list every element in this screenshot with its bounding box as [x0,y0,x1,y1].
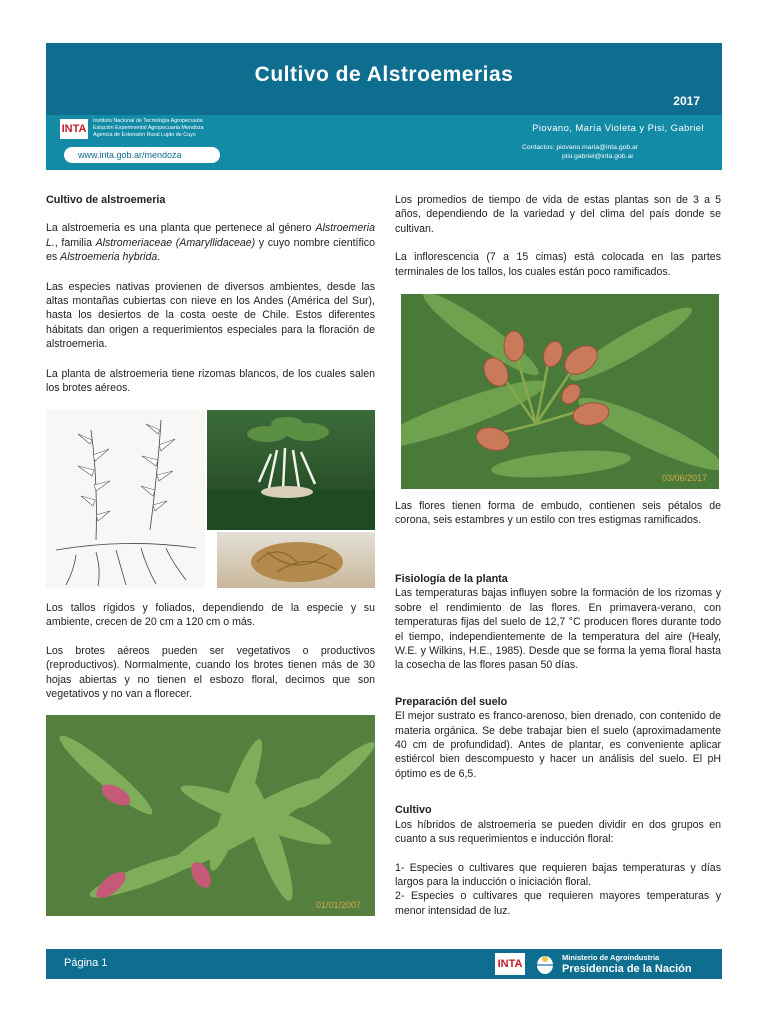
inta-logo: INTA [60,119,88,139]
section-heading: Fisiología de la planta [395,573,508,585]
page-footer [46,949,722,979]
rhizome-photo-top [207,410,375,530]
contact-email-1[interactable]: piovano.maria@inta.gob.ar [556,144,639,151]
right-column-bottom [395,572,721,918]
inta-logo: INTA [495,953,525,975]
document-title: Cultivo de Alstroemerias [254,63,514,86]
national-seal-icon [535,953,555,975]
page-number: Página 1 [64,957,108,969]
paragraph: El mejor sustrato es franco-arenoso, bien drenado, con contenido de materia orgánica. Se debe trabajar bien el suelo (aproximadamente 40 cm de profundidad). Antes de plantar, es conveniente aplicar estiércol bien descompuesto y hacer un análisis del suelo. El pH óptimo es de 6,5. [395,710,721,780]
paragraph: Los promedios de tiempo de vida de estas plantas son de 3 a 5 años, dependiendo de la variedad y del clima del país donde se cultivan. [395,194,721,235]
left-column-top [46,193,375,395]
left-column-middle [46,601,375,701]
paragraph: La inflorescencia (7 a 15 cimas) está colocada en las partes terminales de los tallos, los cuales están poco ramificados. [395,251,721,278]
paragraph: Las especies nativas provienen de diversos ambientes, desde las altas montañas cubiertas con nieve en los Andes (América del Sur), hasta los desiertos de la costa oeste de Chile. Estos diferentes hábitats dan origen a requerimientos especiales para la floración de alstroemeria. [46,280,375,351]
photo-date-stamp: 01/01/2007 [315,900,361,910]
presidency-name: Presidencia de la Nación [562,963,692,975]
document-year: 2017 [673,94,700,108]
paragraph: Las temperaturas bajas influyen sobre la formación de los rizomas y sobre el rendimiento de las flores. En primavera-verano, con temperaturas fijas del suelo de 12,7 °C producen flores durante todo el tiempo, independientemente de la temperatura del aire (Healy, W.E. y Wilkins, H.E., 1985). Desde que se forma la yema floral hasta la cosecha de las flores pasan 50 días. [395,587,721,672]
paragraph: Los brotes aéreos pueden ser vegetativos o productivos (reproductivos). Normalmente, cuando los brotes tienen más de 30 hojas abiertas y no tienen el esbozo floral, decimos que son vegetativos y no van a florecer. [46,644,375,701]
paragraph: 2- Especies o cultivares que requieren mayores temperaturas y menor intensidad de luz. [395,890,721,917]
photo-date-stamp: 03/06/2017 [661,473,707,483]
page-header [46,43,722,170]
paragraph: La planta de alstroemeria tiene rizomas blancos, de los cuales salen los brotes aéreos. [46,367,375,395]
contacts: Contactos: piovano.maria@inta.gob.ar pisi.gabriel@inta.gob.ar [522,144,639,160]
ministry-name: Ministerio de Agroindustria [562,953,660,962]
rhizome-photo-bottom [217,532,375,588]
section-heading: Cultivo [395,804,432,817]
website-link[interactable]: www.inta.gob.ar/mendoza [64,147,220,163]
rhizome-drawing [46,410,205,588]
authors: Piovano, María Violeta y Pisi, Gabriel [532,123,704,134]
paragraph: Los tallos rígidos y foliados, dependiendo de la especie y su ambiente, crecen de 20 cm a 120 cm o más. [46,602,375,629]
paragraph: Las flores tienen forma de embudo, contienen seis pétalos de corona, seis estambres y un estilo con tres estigmas ramificados. [395,500,721,527]
right-column-top [395,193,721,279]
plant-photo [46,715,375,916]
right-column-middle [395,499,721,528]
paragraph: Los híbridos de alstroemeria se pueden dividir en dos grupos en cuanto a sus requerimientos e inducción floral: [395,818,721,846]
paragraph: La alstroemeria es una planta que pertenece al género Alstroemeria L., familia Alstromeriaceae (Amaryllidaceae) y cuyo nombre científico es Alstroemeria hybrida. [46,222,375,264]
section-heading: Preparación del suelo [395,695,508,708]
institution-text: Instituto Nacional de Tecnología Agropecuaria Estación Experimental Agropecuaria Mendoza Agencia de Extensión Rural Luján de Cuyo [93,118,204,138]
paragraph: 1- Especies o cultivares que requieren bajas temperaturas y días largos para la inducción o iniciación floral. [395,861,721,888]
section-heading: Cultivo de alstroemeria [46,194,166,206]
contact-email-2[interactable]: pisi.gabriel@inta.gob.ar [562,152,634,160]
flower-bud-photo [401,294,719,489]
